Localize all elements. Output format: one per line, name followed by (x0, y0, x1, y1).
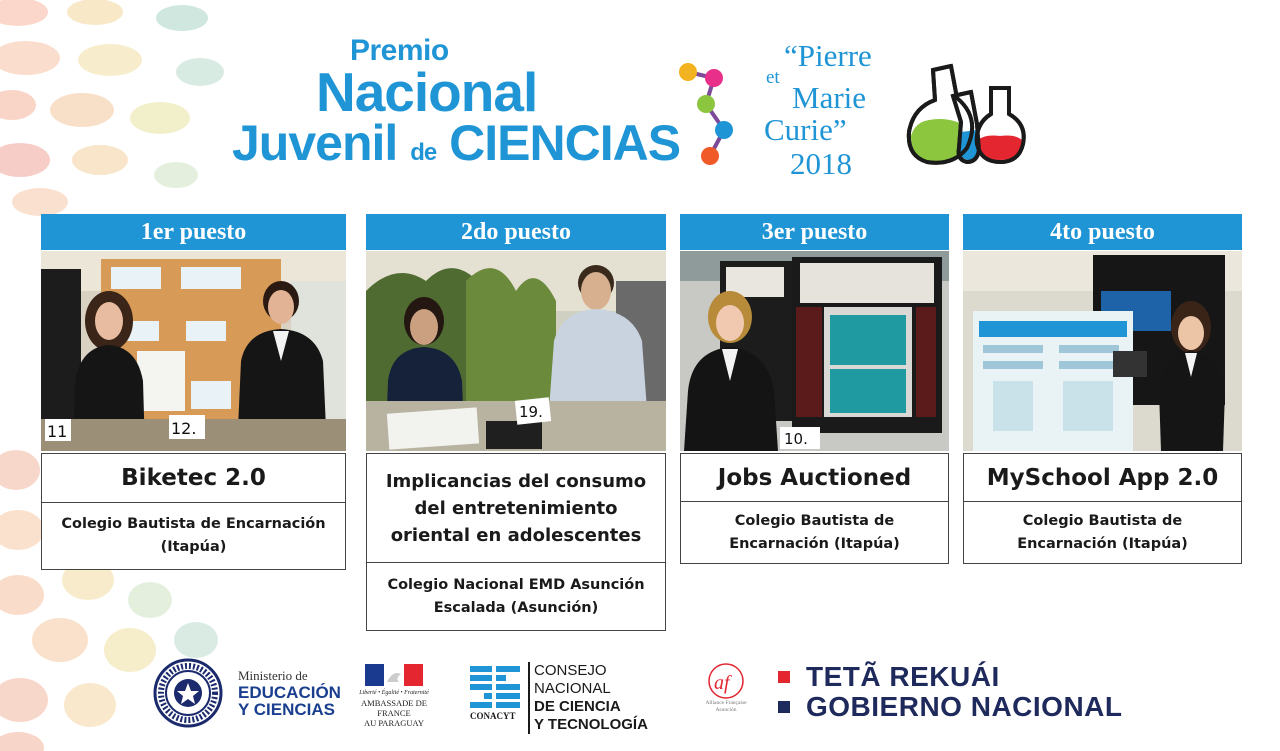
svg-text:af: af (714, 672, 730, 694)
mec-line3: Y CIENCIAS (238, 700, 335, 719)
gov-line2: GOBIERNO NACIONAL (806, 691, 1123, 722)
project-title-line: oriental en adolescentes (390, 524, 642, 546)
mec-line1: Ministerio de (238, 668, 308, 683)
project-photo (366, 251, 666, 451)
red-square-icon (778, 671, 790, 683)
amb-line2: AU PARAGUAY (363, 718, 425, 728)
af-emblem-icon (706, 662, 746, 700)
amb-motto: Liberté • Égalité • Fraternité (359, 690, 429, 696)
place-label: 4to puesto (963, 214, 1242, 250)
school-box (680, 501, 949, 564)
project-title-box (963, 453, 1242, 502)
project-title-line: del entretenimiento (414, 497, 618, 519)
photo-number-tag: 10. (784, 430, 808, 448)
school-location: Escalada (Asunción) (433, 599, 599, 616)
project-photo (963, 251, 1242, 451)
ministerio-educacion-logo (238, 668, 341, 718)
project-photo (680, 251, 949, 451)
school-location: (Itapúa) (160, 539, 227, 555)
photo-number-tag: 11 (47, 422, 68, 441)
title-nacional: Nacional (316, 61, 538, 123)
conacyt-abbr: CONACYT (470, 711, 516, 721)
title-juvenil-line (232, 114, 680, 172)
project-photo (41, 251, 346, 451)
curie-line3: Curie” (764, 112, 847, 147)
curie-year: 2018 (790, 146, 852, 181)
school-location: Encarnación (Itapúa) (729, 535, 900, 552)
alliance-francaise-logo (703, 662, 749, 714)
project-title-box (680, 453, 949, 502)
molecule-icon (676, 60, 738, 168)
title-premio: Premio (350, 34, 449, 67)
project-title: Jobs Auctioned (717, 464, 912, 491)
place-label: 1er puesto (41, 214, 346, 250)
conacyt-emblem-icon (468, 664, 522, 714)
gobierno-nacional-logo (778, 662, 1123, 722)
af-line2: Asunción (715, 707, 737, 713)
mec-line2: EDUCACIÓN (238, 683, 341, 702)
conacyt-line1: CONSEJO NACIONAL (534, 662, 611, 697)
school-name: Colegio Bautista de Encarnación (61, 516, 326, 532)
school-box (41, 502, 346, 570)
school-name: Colegio Nacional EMD Asunción (387, 576, 645, 593)
embajada-francia-logo (346, 664, 442, 728)
school-location: Encarnación (Itapúa) (1017, 535, 1188, 552)
title-de: de (410, 139, 437, 166)
af-line1: Alliance Française (705, 700, 747, 706)
school-name: Colegio Bautista de (1022, 512, 1183, 529)
curie-et: et (766, 67, 780, 88)
project-title-box (366, 453, 666, 563)
project-title-line: Implicancias del consumo (385, 470, 647, 492)
project-title: MySchool App 2.0 (986, 464, 1219, 491)
place-label: 3er puesto (680, 214, 949, 250)
project-title: Biketec 2.0 (121, 465, 266, 491)
curie-line2: Marie (792, 80, 867, 115)
school-box (366, 562, 666, 631)
navy-square-icon (778, 701, 790, 713)
project-title-box (41, 453, 346, 503)
place-label: 2do puesto (366, 214, 666, 250)
paraguay-seal-logo (153, 658, 223, 728)
title-ciencias: CIENCIAS (449, 115, 681, 171)
conacyt-line3: Y TECNOLOGÍA (534, 716, 648, 733)
photo-number-tag: 19. (519, 403, 543, 421)
lab-flasks-icon (905, 62, 1030, 172)
curie-line1: “Pierre (784, 38, 872, 73)
gov-line1: TETÃ REKUÁI (806, 661, 1000, 692)
conacyt-logo (468, 662, 678, 733)
title-juvenil: Juvenil (232, 115, 398, 171)
school-box (963, 501, 1242, 564)
photo-number-tag: 12. (171, 419, 197, 438)
school-name: Colegio Bautista de (734, 512, 895, 529)
amb-line1: AMBASSADE DE FRANCE (361, 698, 427, 718)
conacyt-line2: DE CIENCIA (534, 698, 621, 715)
